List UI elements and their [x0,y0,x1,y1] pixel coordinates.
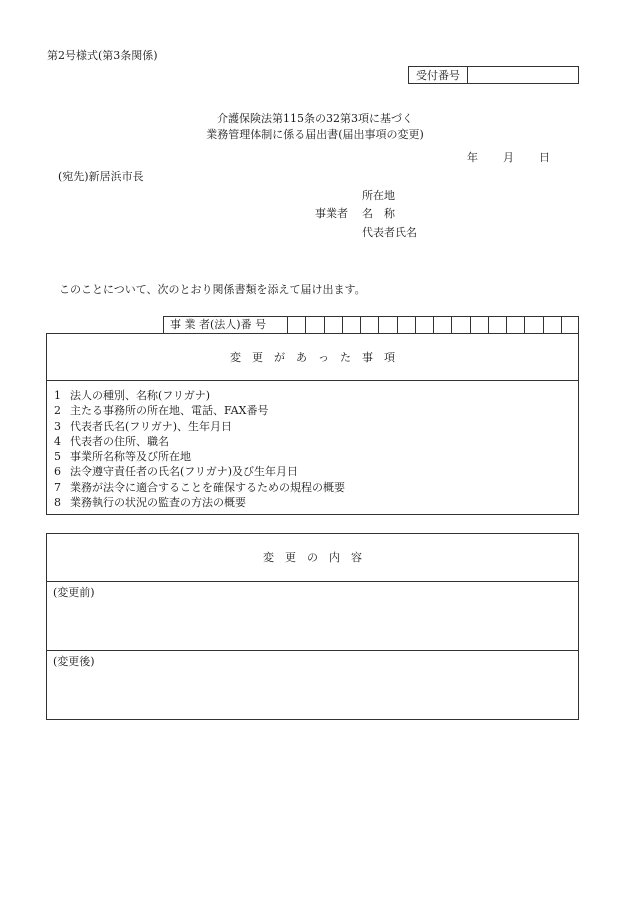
list-item[interactable]: 2 主たる事務所の所在地、電話、FAX番号 [54,404,269,418]
list-item[interactable]: 4 代表者の住所、職名 [54,434,169,448]
operator-number-digit-cell[interactable] [488,316,506,333]
operator-number-digit-cell[interactable] [433,316,451,333]
operator-number-digit-cell[interactable] [378,316,396,333]
operator-number-digit-cell[interactable] [451,316,469,333]
operator-number-digit-cell[interactable] [543,316,561,333]
change-content-header: 変 更 の 内 容 [263,551,362,564]
before-change-label: (変更前) [53,586,95,599]
title-line-2: 業務管理体制に係る届出書(届出事項の変更) [206,128,424,141]
reception-number-field[interactable] [473,70,573,82]
changed-items-header: 変 更 が あ っ た 事 項 [230,351,395,364]
operator-number-digit-cell[interactable] [305,316,323,333]
date-month[interactable]: 月 [503,151,514,164]
after-change-field[interactable] [60,671,570,711]
operator-label: 事業者 [315,207,348,220]
list-item[interactable]: 3 代表者氏名(フリガナ)、生年月日 [54,419,233,433]
list-item[interactable]: 1 法人の種別、名称(フリガナ) [54,389,211,402]
operator-representative-label: 代表者氏名 [362,226,417,239]
date-day[interactable]: 日 [539,151,550,164]
statement: このことについて、次のとおり関係書類を添えて届け出ます。 [59,283,366,296]
operator-number-digit-cell[interactable] [415,316,433,333]
operator-number-digit-cell[interactable] [360,316,378,333]
operator-number-digit-cell[interactable] [287,316,305,333]
list-item[interactable]: 7 業務が法令に適合することを確保するための規程の概要 [54,480,345,494]
after-change-label: (変更後) [53,655,95,668]
operator-number-digit-cell[interactable] [324,316,342,333]
reception-number-box [408,66,579,84]
title-line-1: 介護保険法第115条の32第3項に基づく [217,112,413,125]
addressee: (宛先)新居浜市長 [58,170,144,183]
list-item[interactable]: 8 業務執行の状況の監査の方法の概要 [54,496,246,510]
operator-number-digit-cell[interactable] [524,316,542,333]
changed-items-list [54,388,345,510]
operator-address-label: 所在地 [362,189,395,202]
operator-number-digit-cell[interactable] [561,316,579,333]
list-item[interactable]: 5 事業所名称等及び所在地 [54,450,191,464]
operator-number-digit-cell[interactable] [470,316,488,333]
operator-number-digit-cell[interactable] [397,316,415,333]
form-label: 第2号様式(第3条関係) [47,49,158,62]
operator-number-digit-cell[interactable] [506,316,524,333]
before-change-field[interactable] [60,602,570,642]
date-year[interactable]: 年 [467,151,478,164]
operator-name-label: 名 称 [362,207,395,220]
reception-number-label: 受付番号 [416,69,460,82]
operator-number-digit-cell[interactable] [342,316,360,333]
list-item[interactable]: 6 法令遵守責任者の氏名(フリガナ)及び生年月日 [54,465,299,479]
operator-number-label: 事 業 者(法人)番 号 [170,318,267,331]
